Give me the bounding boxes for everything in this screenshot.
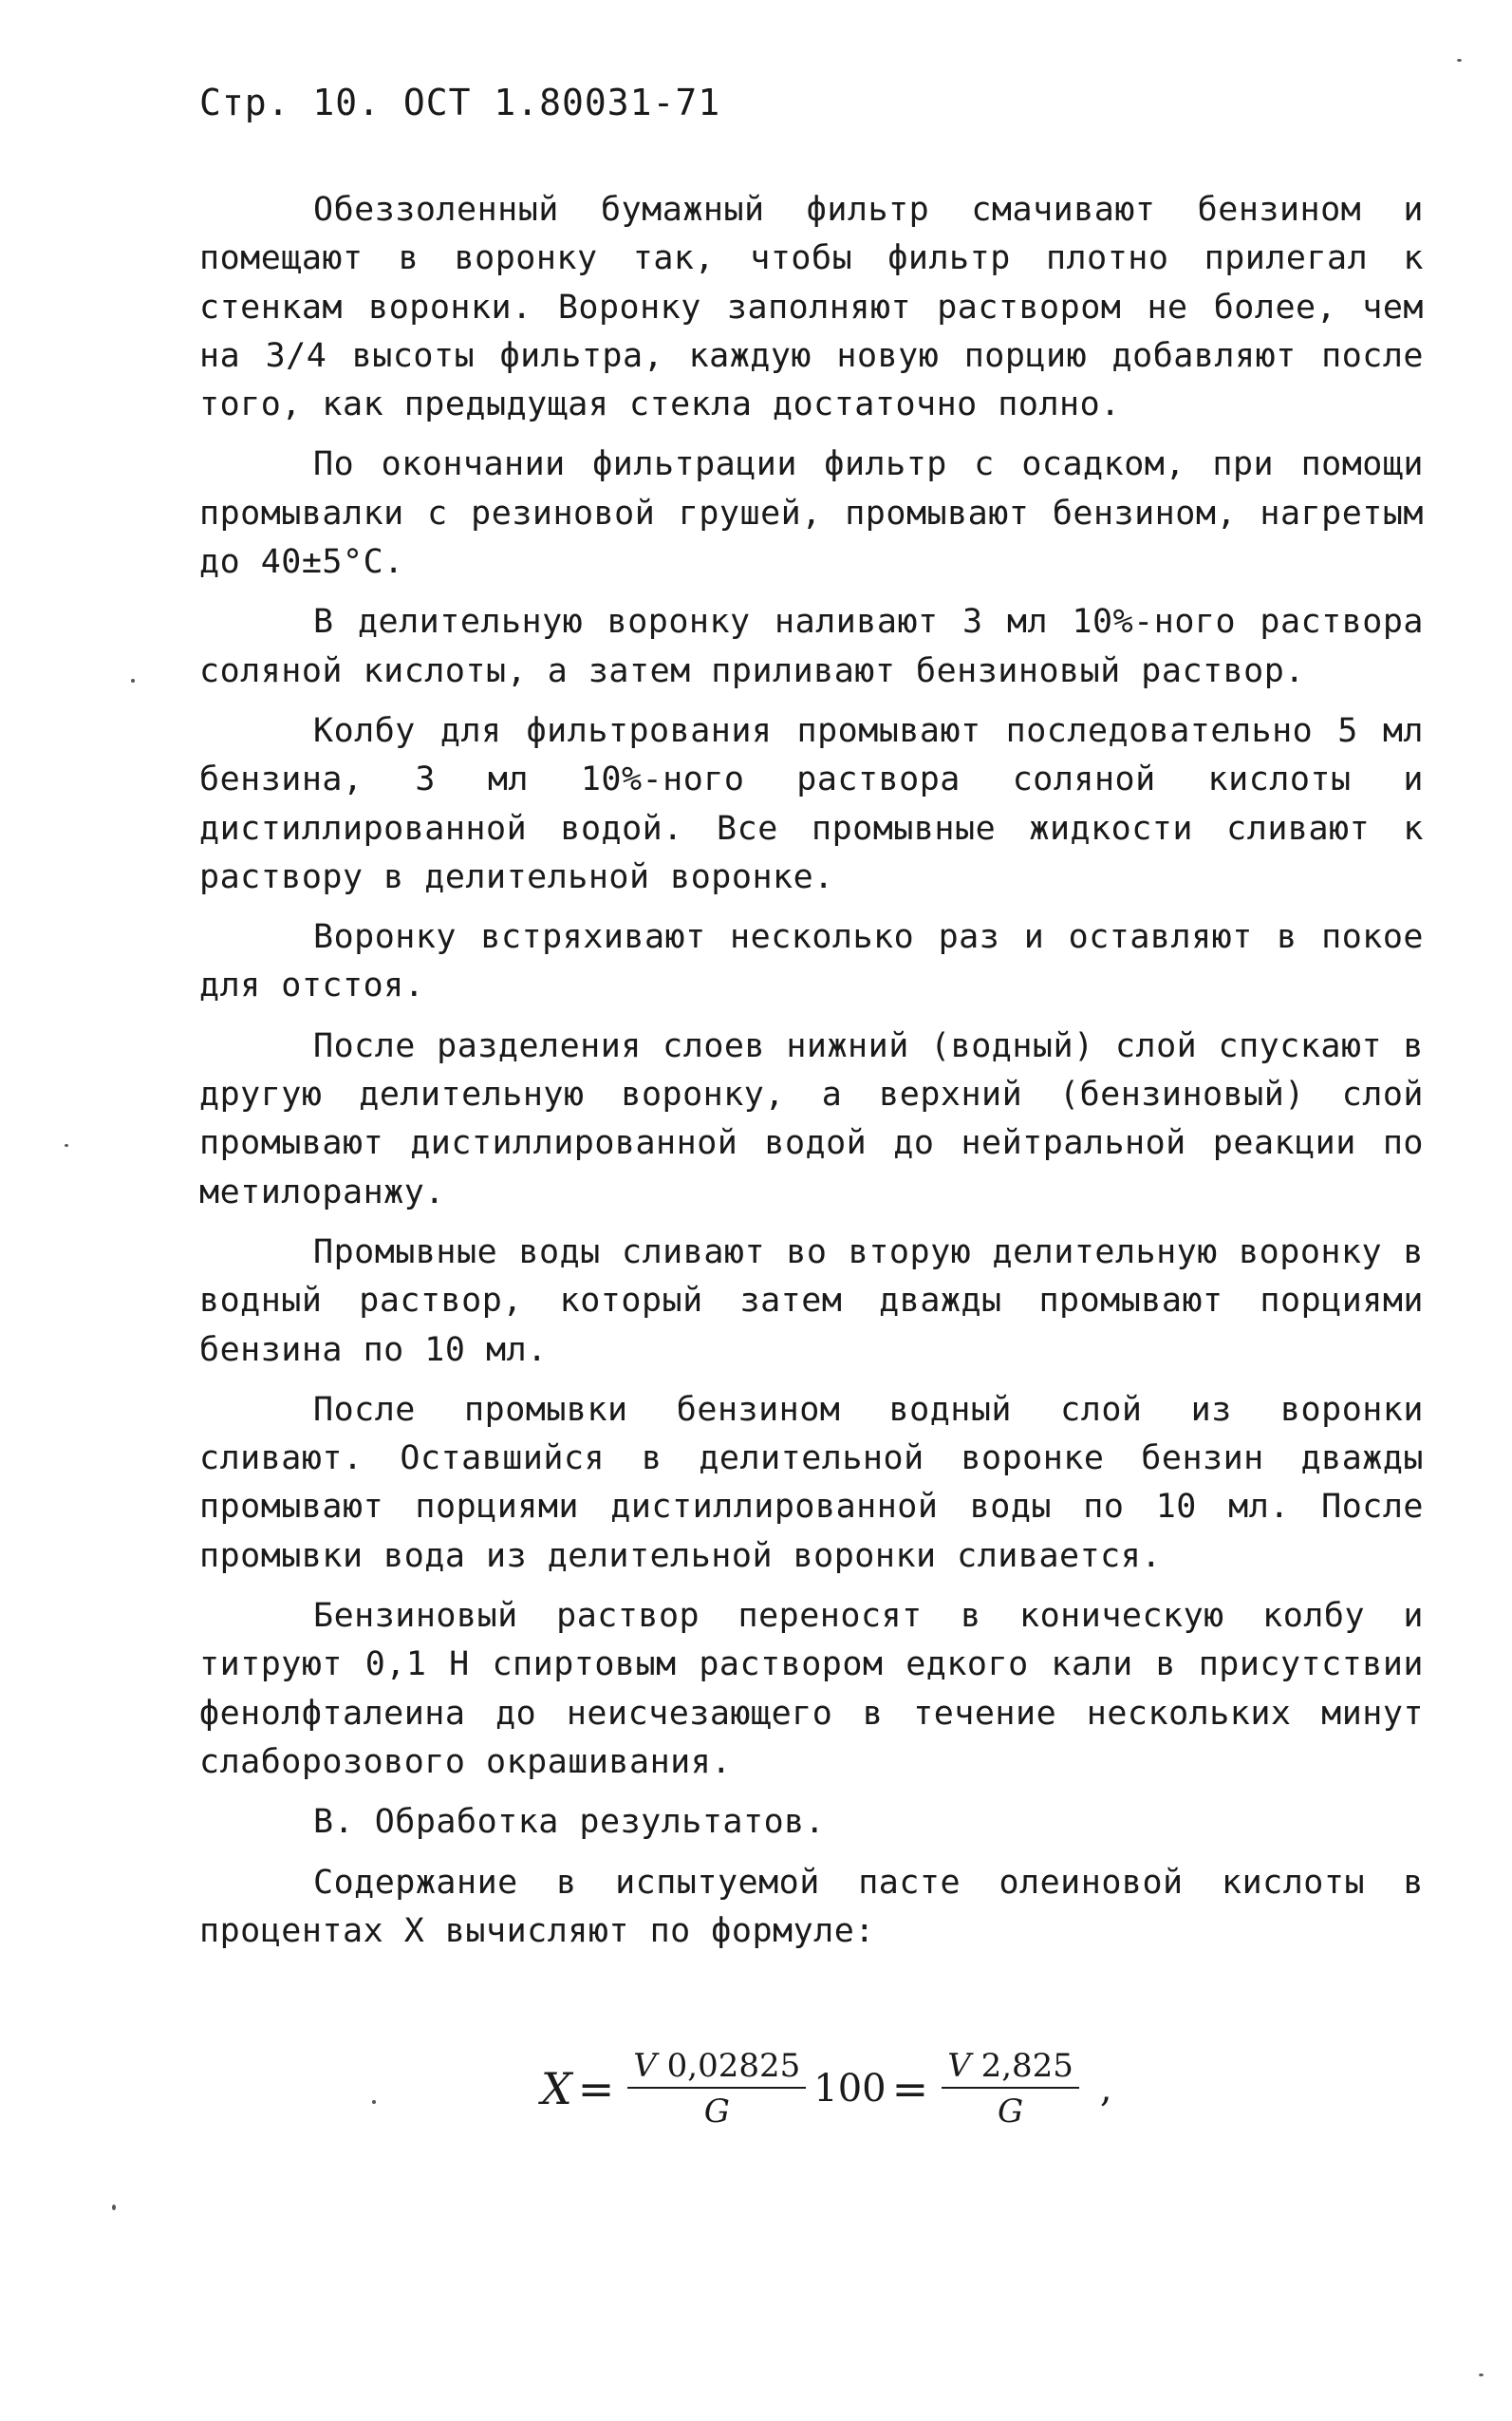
paragraph-shaking: Воронку встряхивают несколько раз и оставляют в покое для отстоя.: [199, 918, 1424, 1005]
formula-fraction-1: [627, 2047, 806, 2130]
paragraph-content-formula-intro: Содержание в испытуемой пасте олеиновой кислоты в процентах Х вычисляют по формуле:: [199, 1863, 1424, 1950]
scan-speck: [65, 1144, 68, 1147]
paragraph-flask-rinse: Колбу для фильтрования промывают последовательно 5 мл бензина, 3 мл 10%-ного раствора соляной кислоты и дистиллированной водой. Все промывные жидкости сливают к раствору в делительной воронке.: [199, 711, 1424, 896]
paragraph-aqueous-layer: После промывки бензином водный слой из воронки сливают. Оставшийся в делительной воронке бензин дважды промывают порциями дистиллированной воды по 10 мл. После промывки вода из делительной воронки сливается.: [199, 1390, 1424, 1575]
paragraph-layer-separation: После разделения слоев нижний (водный) слой спускают в другую делительную воронку, а верхний (бензиновый) слой промывают дистиллированной водой до нейтральной реакции по метилоранжу.: [199, 1026, 1424, 1211]
scan-speck: [372, 2100, 376, 2104]
formula-equals-2: =: [891, 2063, 929, 2114]
scan-speck: [131, 679, 135, 683]
scan-speck: [1479, 2374, 1484, 2376]
fraction-2-variable: V: [947, 2047, 971, 2085]
paragraph-washing: По окончании фильтрации фильтр с осадком, при помощи промывалки с резиновой грушей, промывают бензином, нагретым до 40±5°С.: [199, 445, 1424, 582]
paragraph-titration: Бензиновый раствор переносят в коническую колбу и титруют 0,1 Н спиртовым раствором едкого кали в присутствии фенолфталеина до неисчезающего в течение нескольких минут слаборозового окрашивания.: [199, 1597, 1424, 1781]
formula-lhs: X: [541, 2063, 572, 2114]
paragraph-wash-water: Промывные воды сливают во вторую делительную воронку в водный раствор, который затем дважды промывают порциями бензина по 10 мл.: [199, 1232, 1424, 1369]
fraction-1-denominator: G: [703, 2093, 730, 2130]
fraction-1-variable: V: [633, 2047, 657, 2085]
fraction-1-numerator: [627, 2047, 806, 2087]
fraction-2-constant: 2,825: [980, 2047, 1073, 2085]
formula: [541, 2041, 1112, 2136]
paragraph-filter: Обеззоленный бумажный фильтр смачивают бензином и помещают в воронку так, чтобы фильтр плотно прилегал к стенкам воронки. Воронку заполняют раствором не более, чем на 3/4 высоты фильтра, каждую новую порцию добавляют после того, как предыдущая стекла достаточно полно.: [199, 191, 1424, 424]
fraction-2-denominator: G: [997, 2093, 1024, 2130]
fraction-1-constant: 0,02825: [666, 2047, 801, 2085]
formula-trailing-comma: ,: [1099, 2067, 1112, 2111]
formula-multiplier: 100: [813, 2067, 887, 2111]
body-text: [199, 186, 1424, 1956]
page-header: Стр. 10. ОСТ 1.80031-71: [199, 82, 721, 123]
formula-equals-1: =: [577, 2063, 615, 2114]
formula-fraction-2: [942, 2047, 1079, 2130]
scan-speck: [112, 2205, 116, 2210]
paragraph-separatory-funnel: В делительную воронку наливают 3 мл 10%-ного раствора соляной кислоты, а затем приливают бензиновый раствор.: [199, 603, 1424, 690]
fraction-2-numerator: [942, 2047, 1079, 2087]
scan-speck: [1457, 59, 1462, 62]
section-heading-results: В. Обработка результатов.: [313, 1803, 826, 1842]
